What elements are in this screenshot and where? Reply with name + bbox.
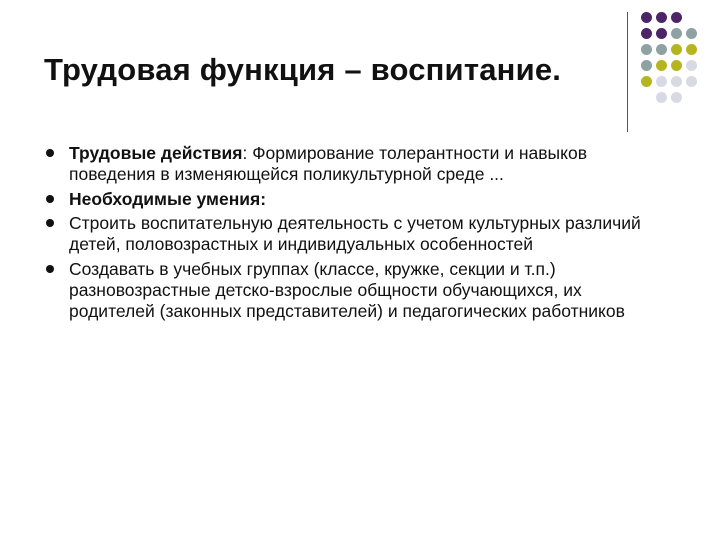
bullet-item-create-communities [44, 259, 664, 321]
bullet-item-required-skills [44, 189, 664, 210]
bullet-label: Трудовые действия [69, 143, 243, 163]
decorative-dot [656, 92, 667, 103]
decorative-dot [656, 76, 667, 87]
decorative-dot [686, 44, 697, 55]
decorative-dot [671, 28, 682, 39]
decorative-dot [671, 12, 682, 23]
bullet-text: Создавать в учебных группах (классе, кружке, секции и т.п.) разновозрастные детско-взрослые общности обучающихся, их родителей (законных представителей) и педагогических работников [69, 258, 625, 321]
decorative-dot [671, 60, 682, 71]
bullet-icon [46, 265, 54, 273]
bullet-item-build-educational-activity [44, 213, 664, 255]
decorative-dot [686, 60, 697, 71]
decorative-dot [671, 76, 682, 87]
bullet-icon [46, 149, 54, 157]
decorative-dot [656, 12, 667, 23]
bullet-text: : Формирование толерантности и навыков поведения в изменяющейся поликультурной среде ... [69, 143, 587, 184]
decorative-dot [656, 60, 667, 71]
decorative-dot [671, 92, 682, 103]
slide-title: Трудовая функция – воспитание. [44, 52, 562, 87]
decorative-dot [641, 76, 652, 87]
bullet-label: Необходимые умения: [69, 188, 267, 209]
decorative-dot [686, 28, 697, 39]
bullet-item-labor-actions [44, 143, 664, 185]
decorative-dot [641, 28, 652, 39]
decorative-dot [656, 44, 667, 55]
decorative-dot [641, 60, 652, 71]
vertical-divider [627, 12, 628, 132]
decorative-dot [671, 44, 682, 55]
decorative-dot [641, 44, 652, 55]
bullet-text: Строить воспитательную деятельность с учетом культурных различий детей, половозрастных и индивидуальных особенностей [69, 213, 641, 255]
decorative-dot-grid [641, 12, 703, 120]
decorative-dot [641, 12, 652, 23]
decorative-dot [656, 28, 667, 39]
decorative-dot [686, 76, 697, 87]
bullet-icon [46, 219, 54, 227]
bullet-icon [46, 195, 54, 203]
bullet-list [44, 143, 664, 325]
